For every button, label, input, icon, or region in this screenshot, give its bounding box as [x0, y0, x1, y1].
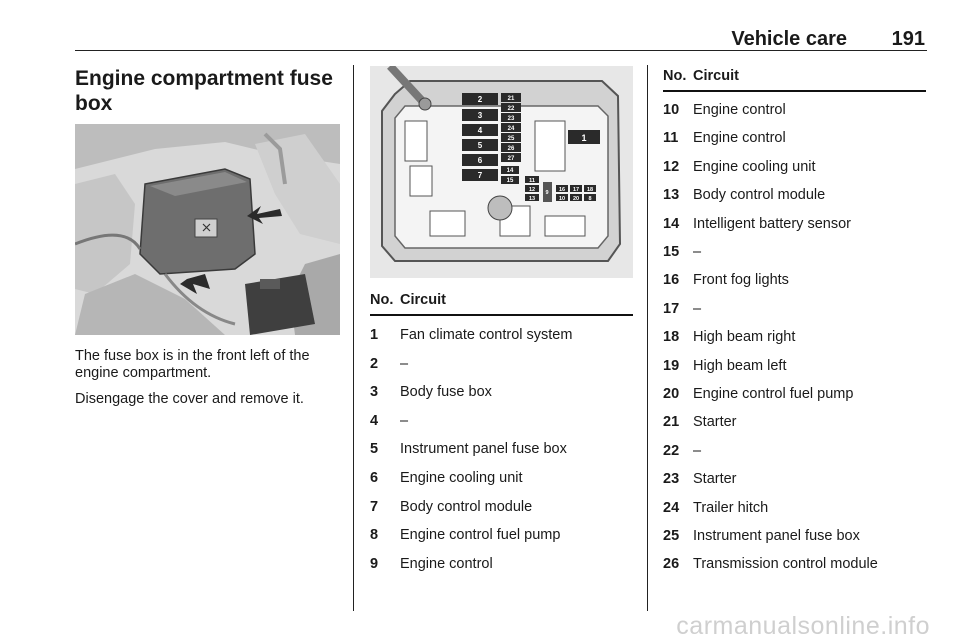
fuse-label: 15 — [506, 178, 514, 184]
fuse-label: 8 — [588, 196, 592, 202]
fuse-number: 8 — [370, 527, 379, 544]
fuse-label: 22 — [507, 106, 515, 112]
fuse-number: 14 — [663, 215, 680, 232]
table-row — [663, 244, 926, 272]
fuse-label: 4 — [477, 126, 483, 135]
fuse-label: 10 — [558, 196, 566, 202]
fuse-label: 26 — [507, 146, 515, 152]
fuse-label: 21 — [507, 96, 515, 102]
circuit-name: Engine cooling unit — [400, 470, 523, 486]
table-row — [663, 358, 926, 386]
column-header-no: No. — [663, 68, 687, 84]
table-row — [663, 500, 926, 528]
column-header-circuit: Circuit — [400, 292, 446, 308]
table-row — [370, 527, 633, 555]
fuse-number: 6 — [370, 470, 379, 486]
fuse-number: 20 — [663, 386, 680, 402]
table-row — [663, 216, 926, 244]
fuse-number: 17 — [663, 300, 680, 317]
circuit-name: Fan climate control system — [400, 327, 573, 343]
circuit-name: Body control module — [693, 187, 826, 204]
paragraph-instruction: Disengage the cover and remove it. — [75, 391, 304, 407]
fuse-label: 13 — [528, 196, 536, 202]
circuit-name: Front fog lights — [693, 272, 789, 289]
column-header-circuit: Circuit — [693, 68, 739, 84]
table-row — [663, 556, 926, 584]
table-row — [663, 329, 926, 357]
fuse-number: 24 — [663, 499, 680, 516]
table-header — [663, 66, 926, 92]
circuit-name: Engine control fuel pump — [400, 527, 561, 544]
table-row — [663, 414, 926, 442]
page-title: Engine compartment fuse box — [75, 67, 333, 115]
fuse-label: 9 — [545, 190, 549, 196]
table-row — [370, 384, 633, 412]
fuse-number: 9 — [370, 555, 379, 572]
fuse-number: 7 — [370, 498, 379, 515]
page-header — [75, 22, 927, 51]
fuse-number: 5 — [370, 441, 379, 458]
fuse-number: 16 — [663, 272, 680, 289]
fuse-label: 14 — [506, 168, 514, 174]
fuse-label: 24 — [507, 126, 515, 132]
fuse-box-diagram — [370, 66, 633, 278]
column-divider — [353, 65, 354, 611]
fuse-number: 23 — [663, 471, 680, 488]
table-row — [370, 470, 633, 498]
fuse-label: 23 — [507, 116, 515, 122]
fuse-number: 2 — [370, 355, 379, 372]
fuse-label: 16 — [558, 187, 566, 193]
fuse-number: 3 — [370, 384, 379, 401]
circuit-name: – — [400, 355, 409, 372]
table-row — [663, 187, 926, 215]
table-row — [370, 327, 633, 355]
circuit-name: Body control module — [400, 498, 533, 515]
circuit-name: Intelligent battery sensor — [693, 215, 851, 232]
circuit-name: High beam right — [693, 329, 796, 346]
fuse-number: 11 — [663, 130, 679, 147]
fuse-number: 4 — [370, 412, 379, 429]
circuit-name: Instrument panel fuse box — [400, 441, 567, 458]
circuit-name: Transmission control module — [693, 556, 878, 573]
fuse-number: 1 — [370, 327, 379, 343]
circuit-name: Starter — [693, 471, 737, 488]
circuit-name: – — [693, 300, 702, 317]
circuit-name: Instrument panel fuse box — [693, 528, 860, 544]
fuse-number: 13 — [663, 187, 680, 204]
table-row — [663, 471, 926, 499]
fuse-label: 12 — [528, 187, 536, 193]
table-row — [663, 130, 926, 158]
table-row — [663, 386, 926, 414]
fuse-number: 21 — [663, 414, 680, 431]
paragraph-location: The fuse box is in the front left of the engine compartment. — [75, 348, 310, 381]
circuit-name: Trailer hitch — [693, 499, 769, 516]
fuse-label: 3 — [477, 111, 483, 120]
column-divider — [647, 65, 648, 611]
table-row — [370, 556, 633, 584]
watermark: carmanualsonline.info — [676, 612, 930, 640]
column-header-no: No. — [370, 292, 394, 308]
table-header — [370, 290, 633, 316]
circuit-name: Engine control — [400, 555, 493, 572]
circuit-name: – — [693, 442, 702, 459]
fuse-number: 26 — [663, 556, 680, 573]
fuse-label: 27 — [507, 156, 515, 162]
fuse-label: 17 — [572, 187, 580, 193]
section-title: Vehicle care — [731, 28, 847, 50]
circuit-name: Body fuse box — [400, 384, 492, 401]
table-row — [370, 499, 633, 527]
fuse-label: 2 — [477, 95, 483, 104]
table-row — [663, 301, 926, 329]
table-row — [663, 272, 926, 300]
fuse-number: 15 — [663, 244, 680, 260]
relay-label: 1 — [581, 133, 587, 143]
table-row — [370, 413, 633, 441]
circuit-name: Engine control — [693, 130, 786, 147]
fuse-label: 18 — [586, 187, 594, 193]
fuse-label: 20 — [572, 196, 580, 202]
circuit-name: Engine control — [693, 102, 786, 118]
fuse-number: 12 — [663, 158, 680, 175]
circuit-name: Engine control fuel pump — [693, 386, 854, 402]
table-row — [663, 443, 926, 471]
table-row — [663, 102, 926, 130]
fuse-label: 11 — [529, 178, 535, 184]
fuse-number: 19 — [663, 357, 680, 374]
fuse-number: 10 — [663, 102, 680, 118]
table-row — [663, 528, 926, 556]
circuit-name: – — [400, 412, 409, 429]
circuit-name: Engine cooling unit — [693, 158, 816, 175]
circuit-name: – — [693, 244, 702, 260]
circuit-name: High beam left — [693, 357, 787, 374]
engine-bay-photo — [75, 124, 340, 335]
table-row — [663, 159, 926, 187]
page-number: 191 — [891, 28, 925, 50]
fuse-label: 5 — [477, 141, 483, 150]
fuse-label: 7 — [477, 171, 483, 180]
table-row — [370, 356, 633, 384]
circuit-name: Starter — [693, 414, 737, 431]
fuse-label: 25 — [507, 136, 515, 142]
fuse-label: 6 — [477, 156, 483, 165]
fuse-number: 22 — [663, 442, 680, 459]
table-row — [370, 441, 633, 469]
fuse-number: 25 — [663, 528, 680, 544]
fuse-number: 18 — [663, 329, 680, 346]
